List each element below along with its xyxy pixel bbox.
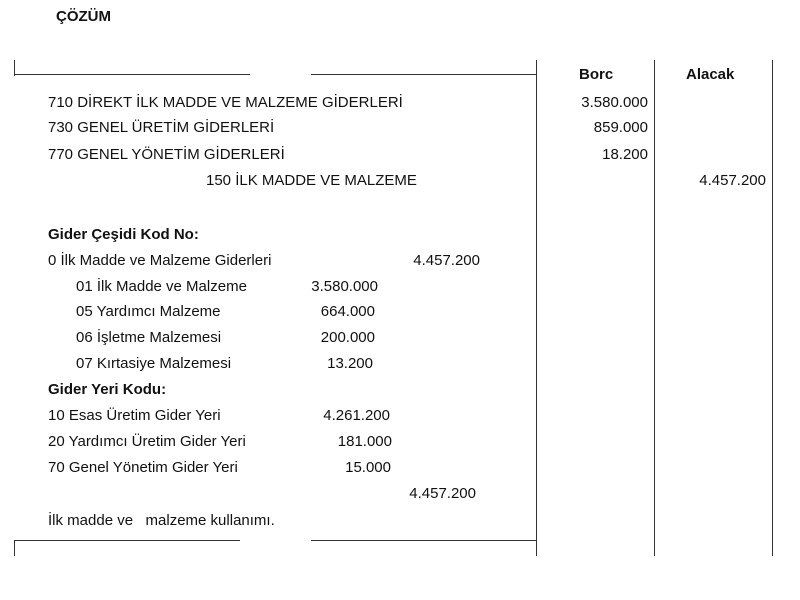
frame-left-tick-top: [14, 60, 15, 76]
entry-debit-730: 859.000: [593, 119, 648, 136]
bottom-rule-left: [14, 540, 240, 541]
expense-item-value: 200.000: [320, 329, 375, 346]
credit-header: Alacak: [686, 66, 735, 83]
expense-item-value: 664.000: [320, 303, 375, 320]
entry-debit-710: 3.580.000: [581, 94, 648, 111]
entry-debit-770: 18.200: [602, 146, 648, 163]
cost-center-item-label: 70 Genel Yönetim Gider Yeri: [48, 459, 238, 476]
top-rule-right: [311, 74, 537, 75]
expense-item-label: 06 İşletme Malzemesi: [76, 329, 222, 346]
entry-account-710: 710 DİREKT İLK MADDE VE MALZEME GİDERLERİ: [48, 94, 403, 111]
entry-account-770: 770 GENEL YÖNETİM GİDERLERİ: [48, 146, 285, 163]
cost-center-item-value: 4.261.200: [323, 407, 390, 424]
divider-debit-credit: [654, 60, 655, 556]
entry-credit-150: 4.457.200: [699, 172, 766, 189]
expense-group-label: 0 İlk Madde ve Malzeme Giderleri: [48, 252, 272, 269]
expense-group-total: 4.457.200: [413, 252, 480, 269]
page-title: ÇÖZÜM: [56, 8, 111, 25]
cost-center-item-value: 15.000: [345, 459, 391, 476]
cost-center-item-label: 20 Yardımcı Üretim Gider Yeri: [48, 433, 246, 450]
expense-item-label: 01 İlk Madde ve Malzeme: [76, 278, 247, 295]
cost-center-total: 4.457.200: [409, 485, 476, 502]
frame-left-tick-bottom: [14, 540, 15, 556]
debit-header: Borc: [579, 66, 614, 83]
divider-credit-right: [772, 60, 773, 556]
expense-item-value: 13.200: [327, 355, 373, 372]
expense-item-label: 07 Kırtasiye Malzemesi: [76, 355, 232, 372]
cost-center-item-label: 10 Esas Üretim Gider Yeri: [48, 407, 221, 424]
expense-item-value: 3.580.000: [311, 278, 378, 295]
top-rule-left: [14, 74, 250, 75]
entry-account-150: 150 İLK MADDE VE MALZEME: [206, 172, 417, 189]
entry-explanation: İlk madde ve malzeme kullanımı.: [48, 512, 275, 529]
cost-center-item-value: 181.000: [337, 433, 392, 450]
expense-type-heading: Gider Çeşidi Kod No:: [48, 226, 199, 243]
bottom-rule-right: [311, 540, 537, 541]
expense-item-label: 05 Yardımcı Malzeme: [76, 303, 221, 320]
cost-center-heading: Gider Yeri Kodu:: [48, 381, 167, 398]
divider-account-debit: [536, 60, 537, 556]
entry-account-730: 730 GENEL ÜRETİM GİDERLERİ: [48, 119, 275, 136]
